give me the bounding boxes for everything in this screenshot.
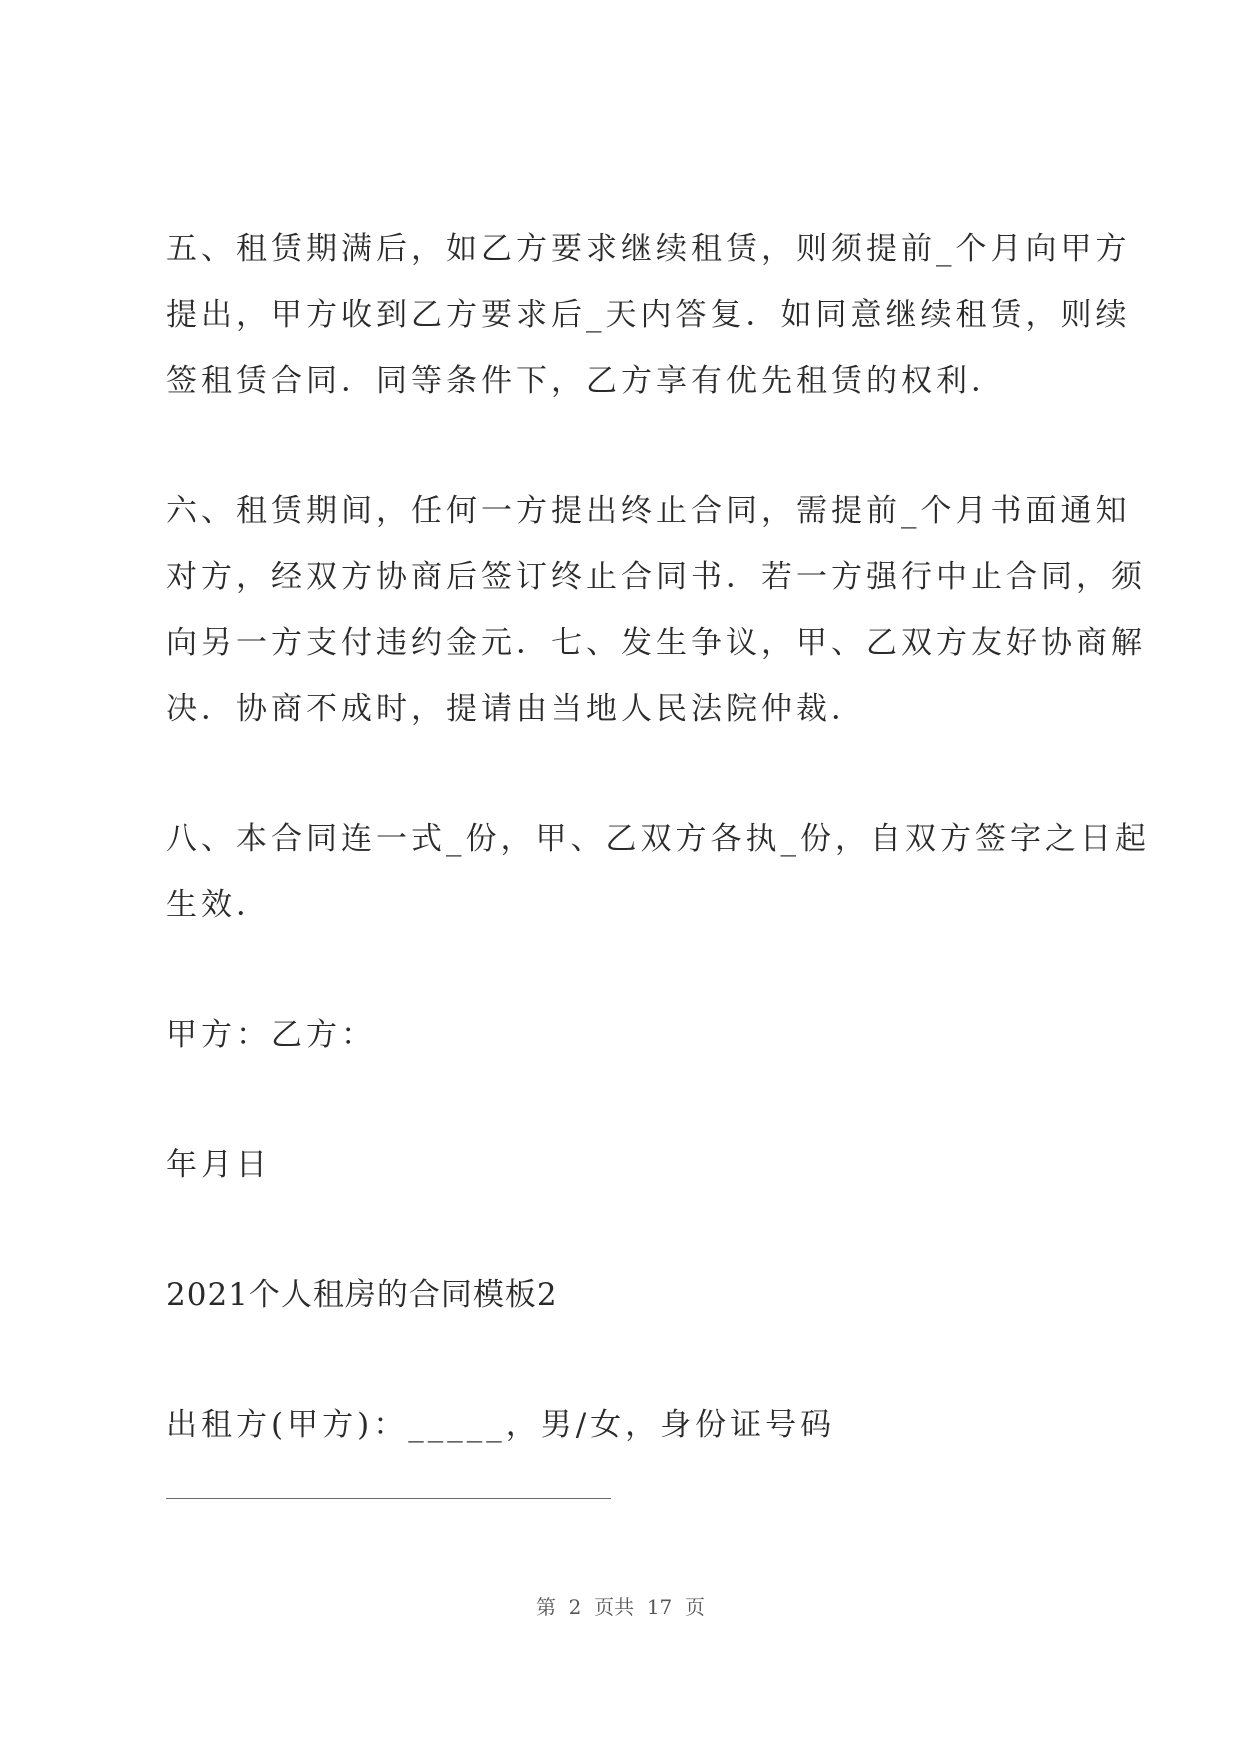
lessor-info-line: 出租方(甲方)：_____，男/女，身份证号码	[166, 1407, 836, 1443]
paragraph-6-line-1: 六、租赁期间，任何一方提出终止合同，需提前_个月书面通知	[166, 493, 1131, 529]
paragraph-6-line-3: 向另一方支付违约金元．七、发生争议，甲、乙双方友好协商解	[166, 625, 1146, 661]
paragraph-5-line-3: 签租赁合同．同等条件下，乙方享有优先租赁的权利．	[166, 363, 1006, 399]
paragraph-6-line-2: 对方，经双方协商后签订终止合同书．若一方强行中止合同，须	[166, 559, 1146, 595]
paragraph-8-line-2: 生效．	[166, 887, 271, 923]
template-2-title: 2021个人租房的合同模板2	[166, 1277, 558, 1313]
signature-parties-line: 甲方：乙方：	[166, 1017, 376, 1053]
paragraph-5-line-2: 提出，甲方收到乙方要求后_天内答复．如同意继续租赁，则续	[166, 297, 1131, 333]
paragraph-5-line-1: 五、租赁期满后，如乙方要求继续租赁，则须提前_个月向甲方	[166, 231, 1131, 267]
blank-underline	[166, 1498, 611, 1499]
page-number-footer: 第 2 页共 17 页	[535, 1595, 706, 1619]
paragraph-6-line-4: 决．协商不成时，提请由当地人民法院仲裁．	[166, 691, 866, 727]
paragraph-8-line-1: 八、本合同连一式_份，甲、乙双方各执_份，自双方签字之日起	[166, 821, 1150, 857]
date-line: 年月日	[166, 1147, 271, 1183]
